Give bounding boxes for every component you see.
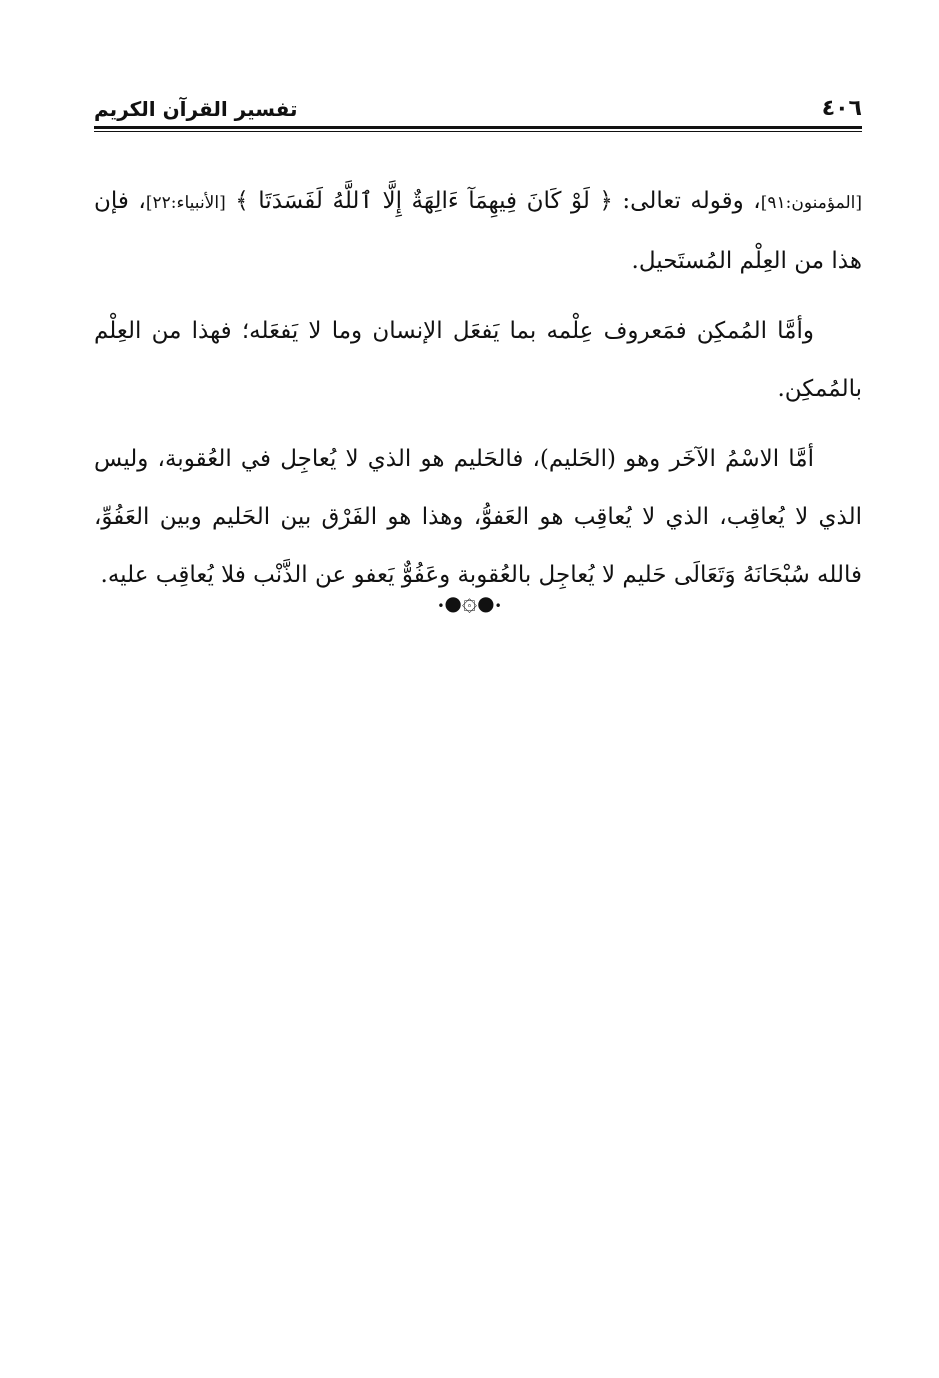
running-title: تفسير القرآن الكريم <box>94 97 298 121</box>
ornament-dot-icon: ● <box>477 591 495 615</box>
verse-reference-muminun: [المؤمنون:٩١] <box>760 193 862 213</box>
ornament-knot-icon: ۞ <box>461 587 478 617</box>
verse-reference-anbiya: [الأنبياء:٢٢] <box>145 193 226 213</box>
page-header <box>94 90 862 124</box>
paragraph-1-text-b: ، فإن هذا من العِلْم المُستَحيل. <box>94 188 862 274</box>
paragraph-1-text-a: ، وقوله تعالى: ﴿ لَوْ كَانَ فِيهِمَآ ءَالِهَةٌ إِلَّا ٱللَّهُ لَفَسَدَتَا ﴾ <box>225 188 761 214</box>
ornament-dot-icon: • <box>494 599 502 613</box>
paragraph-3: أمَّا الاسْمُ الآخَر وهو (الحَليم)، فالحَليم هو الذي لا يُعاجِل في العُقوبة، وليس الذي لا يُعاقِب، الذي لا يُعاقِب هو العَفوُّ، وهذا هو الفَرْق بين الحَليم وبين العَفُوِّ، فالله سُبْحَانَهُ وَتَعَالَى حَليم لا يُعاجِل بالعُقوبة وعَفُوٌّ يَعفو عن الذَّنْب فلا يُعاقِب عليه. <box>94 446 862 588</box>
header-rule-thick <box>94 126 862 129</box>
ornament-dot-icon: ● <box>444 591 462 615</box>
header-rule-thin <box>94 131 862 132</box>
paragraph-2: وأمَّا المُمكِن فمَعروف عِلْمه بما يَفعَل الإنسان وما لا يَفعَله؛ فهذا من العِلْم بالمُمكِن. <box>94 318 862 402</box>
page-number: ٤٠٦ <box>821 96 862 121</box>
body-text <box>94 172 862 616</box>
ornament-dot-icon: • <box>437 599 445 613</box>
section-end-ornament <box>0 584 939 624</box>
paragraph-1 <box>94 172 862 290</box>
